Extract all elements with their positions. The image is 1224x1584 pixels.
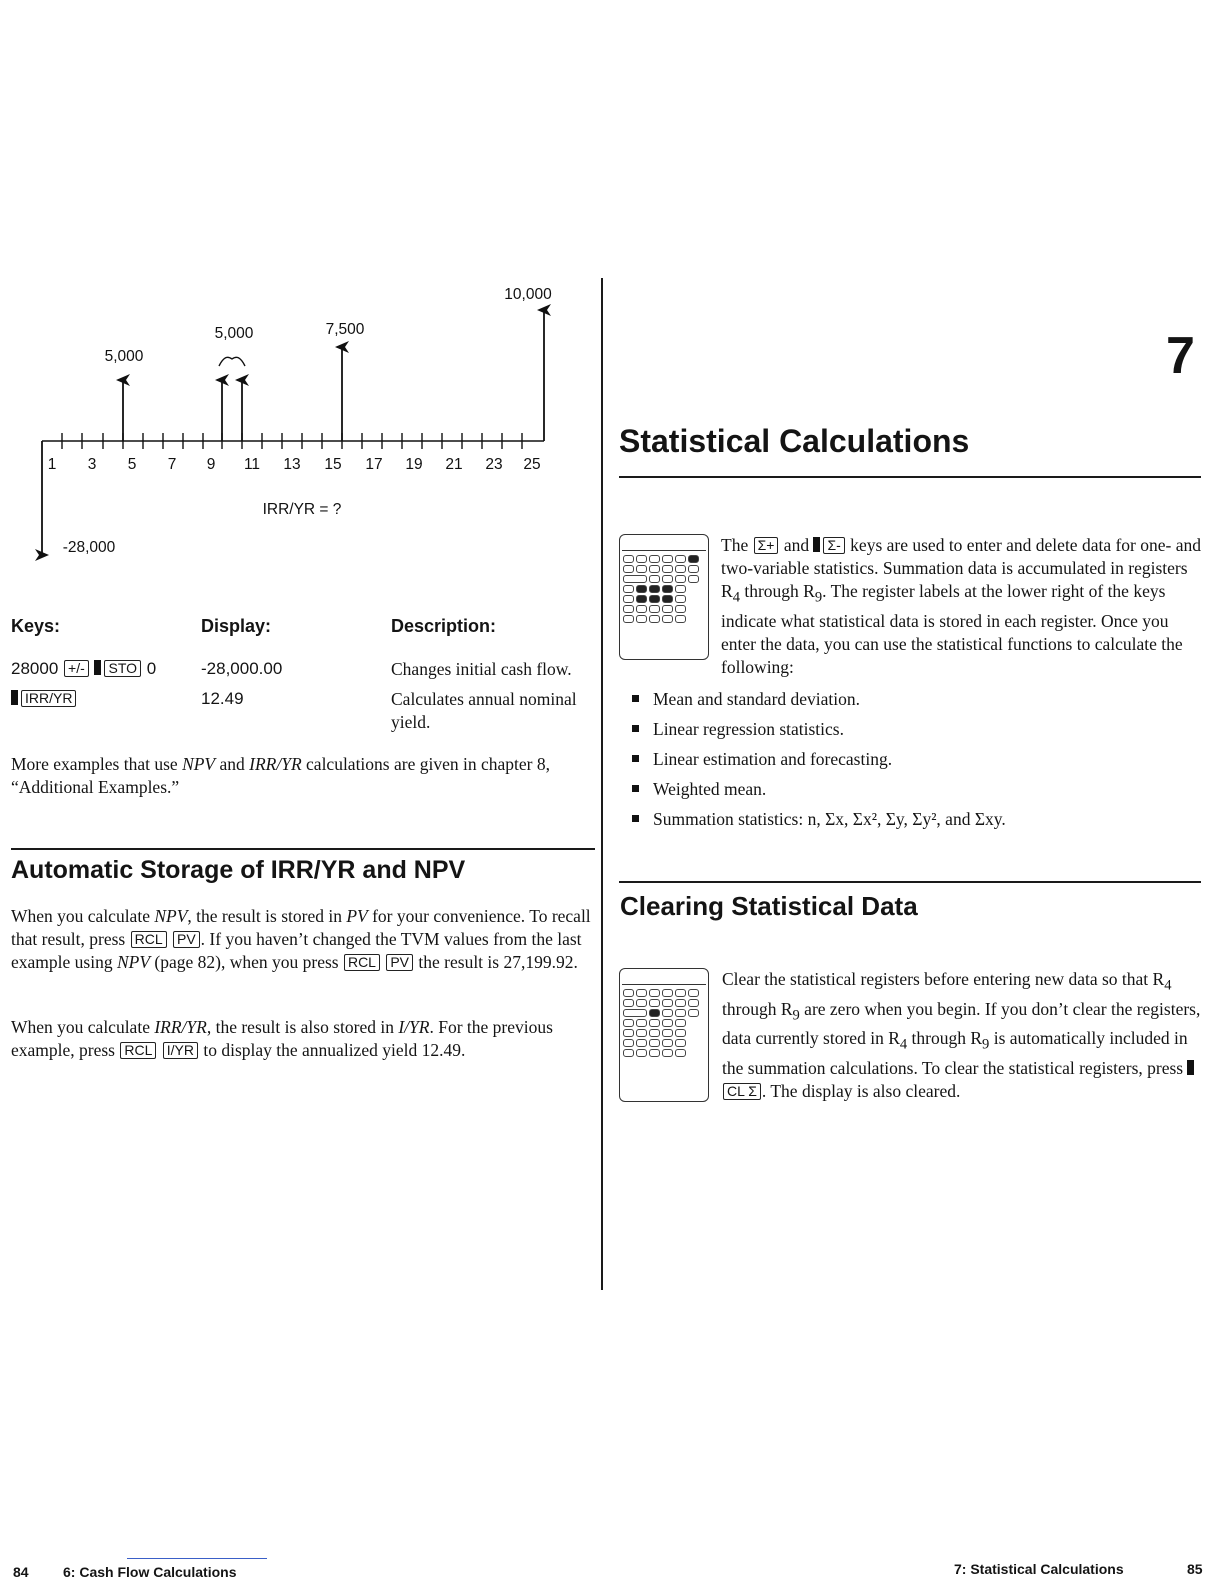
irr-yr-key: IRR/YR	[21, 690, 76, 707]
tick-label: 21	[445, 456, 463, 473]
more-examples-paragraph: More examples that use NPV and IRR/YR calculations are given in chapter 8, “Additional Examples.”	[11, 754, 550, 797]
irr-caption: IRR/YR = ?	[262, 501, 342, 518]
table-header-description: Description:	[391, 616, 497, 636]
tick-label: 13	[283, 456, 301, 473]
pv-key: PV	[173, 931, 200, 948]
section-heading-automatic-storage: Automatic Storage of IRR/YR and NPV	[11, 856, 466, 884]
running-footer-left: 6: Cash Flow Calculations	[63, 1564, 237, 1580]
pv-key: PV	[386, 954, 413, 971]
table-row-keys	[11, 659, 156, 679]
title-rule	[619, 476, 1201, 478]
page-number-left: 84	[13, 1564, 29, 1580]
group-brace	[219, 357, 245, 366]
sto-key: STO	[104, 660, 141, 677]
keystroke-number: 28000	[11, 659, 59, 678]
calculator-keyboard-icon	[619, 968, 709, 1102]
keystroke-trail: 0	[146, 659, 157, 678]
tick-label: 5	[127, 456, 137, 473]
table-row-display: -28,000.00	[201, 659, 283, 678]
amount-label: -28,000	[62, 539, 116, 556]
tick-label: 7	[167, 456, 177, 473]
automatic-storage-paragraph-1: When you calculate NPV, the result is stored in PV for your convenience. To recall that result, press RCL PV . If you haven’t changed the TVM values from the last example using NPV (page 82), when you press RCL PV the result is 27,199.92.	[11, 906, 591, 972]
i-yr-key: I/YR	[163, 1042, 198, 1059]
rcl-key: RCL	[120, 1042, 156, 1059]
tick-label: 3	[87, 456, 97, 473]
statistics-intro-paragraph: The Σ+ and Σ- keys are used to enter and delete data for one- and two-variable statistics. Summation data is accumulated in registers $R_4$ through $R_9$. The register labels at the lower right of the keys indicate what statistical data is stored in each register. Once you enter the data, you can use the statistical functions to calculate the following:	[721, 535, 1201, 677]
running-footer-right: 7: Statistical Calculations	[954, 1561, 1124, 1577]
tick-label: 15	[324, 456, 342, 473]
shift-key-icon	[11, 690, 18, 705]
amount-label: 7,500	[325, 321, 365, 338]
rcl-key: RCL	[131, 931, 167, 948]
tick-label: 23	[485, 456, 503, 473]
table-row-description: Calculates annual nominal yield.	[391, 689, 577, 732]
table-row-display: 12.49	[201, 689, 244, 708]
sigma-minus-key: Σ-	[823, 537, 844, 554]
change-sign-key: +/-	[64, 660, 89, 677]
table-header-display: Display:	[201, 616, 272, 636]
rcl-key: RCL	[344, 954, 380, 971]
calculator-keyboard-icon	[619, 534, 709, 660]
clear-sigma-key: CL Σ	[723, 1083, 761, 1100]
sigma-plus-key: Σ+	[754, 537, 779, 554]
section-rule	[619, 881, 1201, 883]
section-heading-clearing: Clearing Statistical Data	[620, 891, 918, 921]
table-row-description: Changes initial cash flow.	[391, 659, 572, 679]
shift-key-icon	[94, 660, 101, 675]
list-item: Weighted mean.	[622, 779, 1192, 809]
table-header-keys: Keys:	[11, 616, 61, 636]
statistics-function-list	[622, 689, 1192, 839]
cash-flow-diagram	[0, 270, 600, 590]
section-rule	[11, 848, 595, 850]
page-divider	[601, 278, 603, 1290]
list-item: Linear estimation and forecasting.	[622, 749, 1192, 779]
table-row-keys	[11, 689, 77, 709]
tick-label: 9	[206, 456, 216, 473]
link-underline[interactable]	[127, 1558, 267, 1559]
clearing-paragraph: Clear the statistical registers before entering new data so that $R_4$ through $R_9$ are zero when you begin. If you don’t clear the registers, data currently stored in $R_4$ through $R_9$ is automatically included in the summation calculations. To clear the statistical registers, press CL Σ . The display is also cleared.	[722, 969, 1201, 1101]
tick-label: 19	[405, 456, 423, 473]
list-item: Linear regression statistics.	[622, 719, 1192, 749]
amount-label: 5,000	[104, 348, 144, 365]
tick-label: 11	[243, 456, 261, 473]
amount-label: 5,000	[214, 325, 254, 342]
shift-key-icon	[813, 537, 820, 552]
list-item: Mean and standard deviation.	[622, 689, 1192, 719]
list-item: Summation statistics: n, Σx, Σx², Σy, Σy², and Σxy.	[622, 809, 1192, 839]
page-number-right: 85	[1187, 1561, 1203, 1577]
tick-label: 25	[523, 456, 541, 473]
shift-key-icon	[1187, 1060, 1194, 1075]
chapter-title: Statistical Calculations	[619, 423, 970, 459]
chapter-number: 7	[1166, 327, 1195, 385]
tick-label: 17	[365, 456, 383, 473]
tick-label: 1	[47, 456, 57, 473]
automatic-storage-paragraph-2: When you calculate IRR/YR, the result is also stored in I/YR. For the previous example, press RCL I/YR to display the annualized yield 12.49.	[11, 1017, 553, 1060]
amount-label: 10,000	[504, 286, 552, 303]
